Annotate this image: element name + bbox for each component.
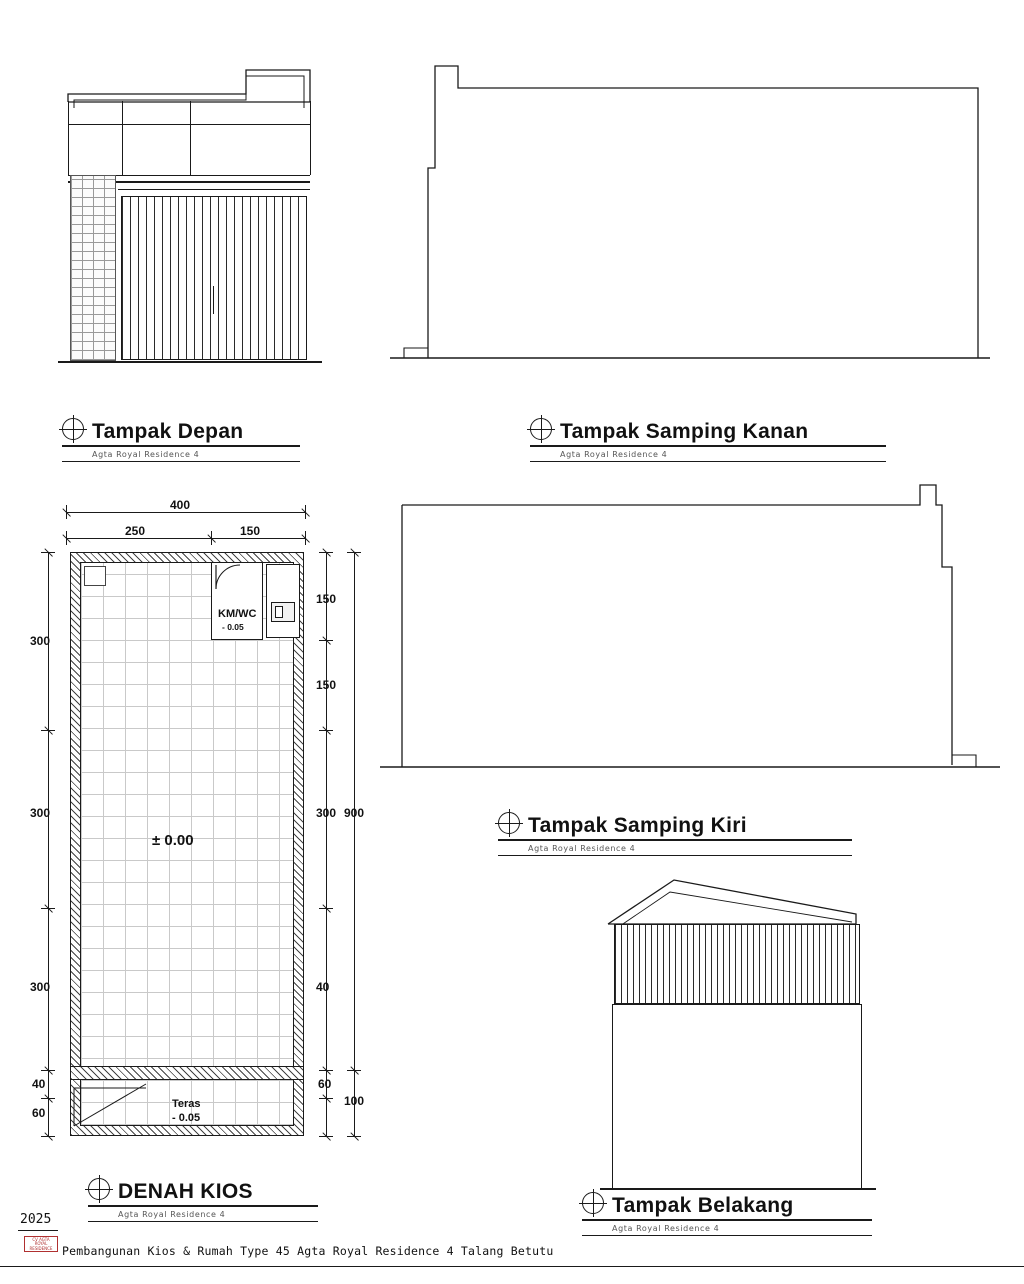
plan-room-kmwc-level: - 0.05 <box>222 622 244 632</box>
plan-title-subtitle: Agta Royal Residence 4 <box>118 1209 226 1219</box>
rear-louver-panel <box>614 924 860 1004</box>
front-elevation-title <box>62 418 302 462</box>
section-marker-icon <box>498 812 520 834</box>
plan-step-ramp-icon <box>72 1082 152 1130</box>
plan-teras-label: Teras <box>172 1098 201 1110</box>
plan-room-kmwc-label: KM/WC <box>218 608 257 620</box>
plan-dim-top-overall: 400 <box>170 498 191 512</box>
left-elevation-title <box>498 812 854 856</box>
plan-dim-right-5: 60 <box>318 1077 332 1091</box>
front-rolling-door <box>121 196 307 360</box>
plan-main-level-label: ± 0.00 <box>152 832 194 849</box>
section-marker-icon <box>88 1178 110 1200</box>
plan-teras-wall <box>70 1066 304 1080</box>
plan-wc-bowl-icon <box>275 606 283 618</box>
section-marker-icon <box>62 418 84 440</box>
rear-title-text: Tampak Belakang <box>612 1194 794 1217</box>
left-elevation-outline <box>380 465 1000 775</box>
company-stamp: CV AGTA ROYAL RESIDENCE <box>24 1236 58 1252</box>
plan-dim-right-1: 150 <box>316 592 337 606</box>
plan-title-text: DENAH KIOS <box>118 1180 253 1203</box>
front-brick-pier <box>70 175 116 361</box>
plan-dim-right-bottom-overall: 100 <box>344 1094 365 1108</box>
plan-dim-right-3: 300 <box>316 806 337 820</box>
section-marker-icon <box>582 1192 604 1214</box>
plan-door-swing-icon <box>212 563 266 593</box>
plan-dim-top-left: 250 <box>125 524 146 538</box>
plan-dim-left-2: 300 <box>30 806 51 820</box>
plan-dim-left-3: 300 <box>30 980 51 994</box>
right-elevation-title <box>530 418 888 462</box>
right-elevation-outline <box>390 58 990 368</box>
front-title-text: Tampak Depan <box>92 420 244 443</box>
front-title-subtitle: Agta Royal Residence 4 <box>92 449 200 459</box>
footer-project-note: Pembangunan Kios & Rumah Type 45 Agta Royal Residence 4 Talang Betutu <box>62 1244 554 1258</box>
rear-roof-outline <box>596 872 876 1202</box>
plan-dim-left-5: 60 <box>32 1106 46 1120</box>
plan-dim-top-right: 150 <box>240 524 261 538</box>
plan-dim-right-4: 40 <box>316 980 330 994</box>
plan-teras-level: - 0.05 <box>172 1112 201 1124</box>
section-marker-icon <box>530 418 552 440</box>
plan-column-detail <box>84 566 106 586</box>
floor-plan-title <box>88 1178 320 1222</box>
footer-year: 2025 <box>20 1212 52 1227</box>
plan-dim-left-1: 300 <box>30 634 51 648</box>
plan-dim-left-4: 40 <box>32 1077 46 1091</box>
rear-title-subtitle: Agta Royal Residence 4 <box>612 1223 720 1233</box>
plan-dim-right-overall: 900 <box>344 806 365 820</box>
left-title-text: Tampak Samping Kiri <box>528 814 747 837</box>
plan-dim-right-2: 150 <box>316 678 337 692</box>
left-title-subtitle: Agta Royal Residence 4 <box>528 843 636 853</box>
rear-elevation-title <box>582 1192 874 1236</box>
plan-wc-fixture-area <box>266 564 300 638</box>
right-title-text: Tampak Samping Kanan <box>560 420 809 443</box>
right-title-subtitle: Agta Royal Residence 4 <box>560 449 668 459</box>
